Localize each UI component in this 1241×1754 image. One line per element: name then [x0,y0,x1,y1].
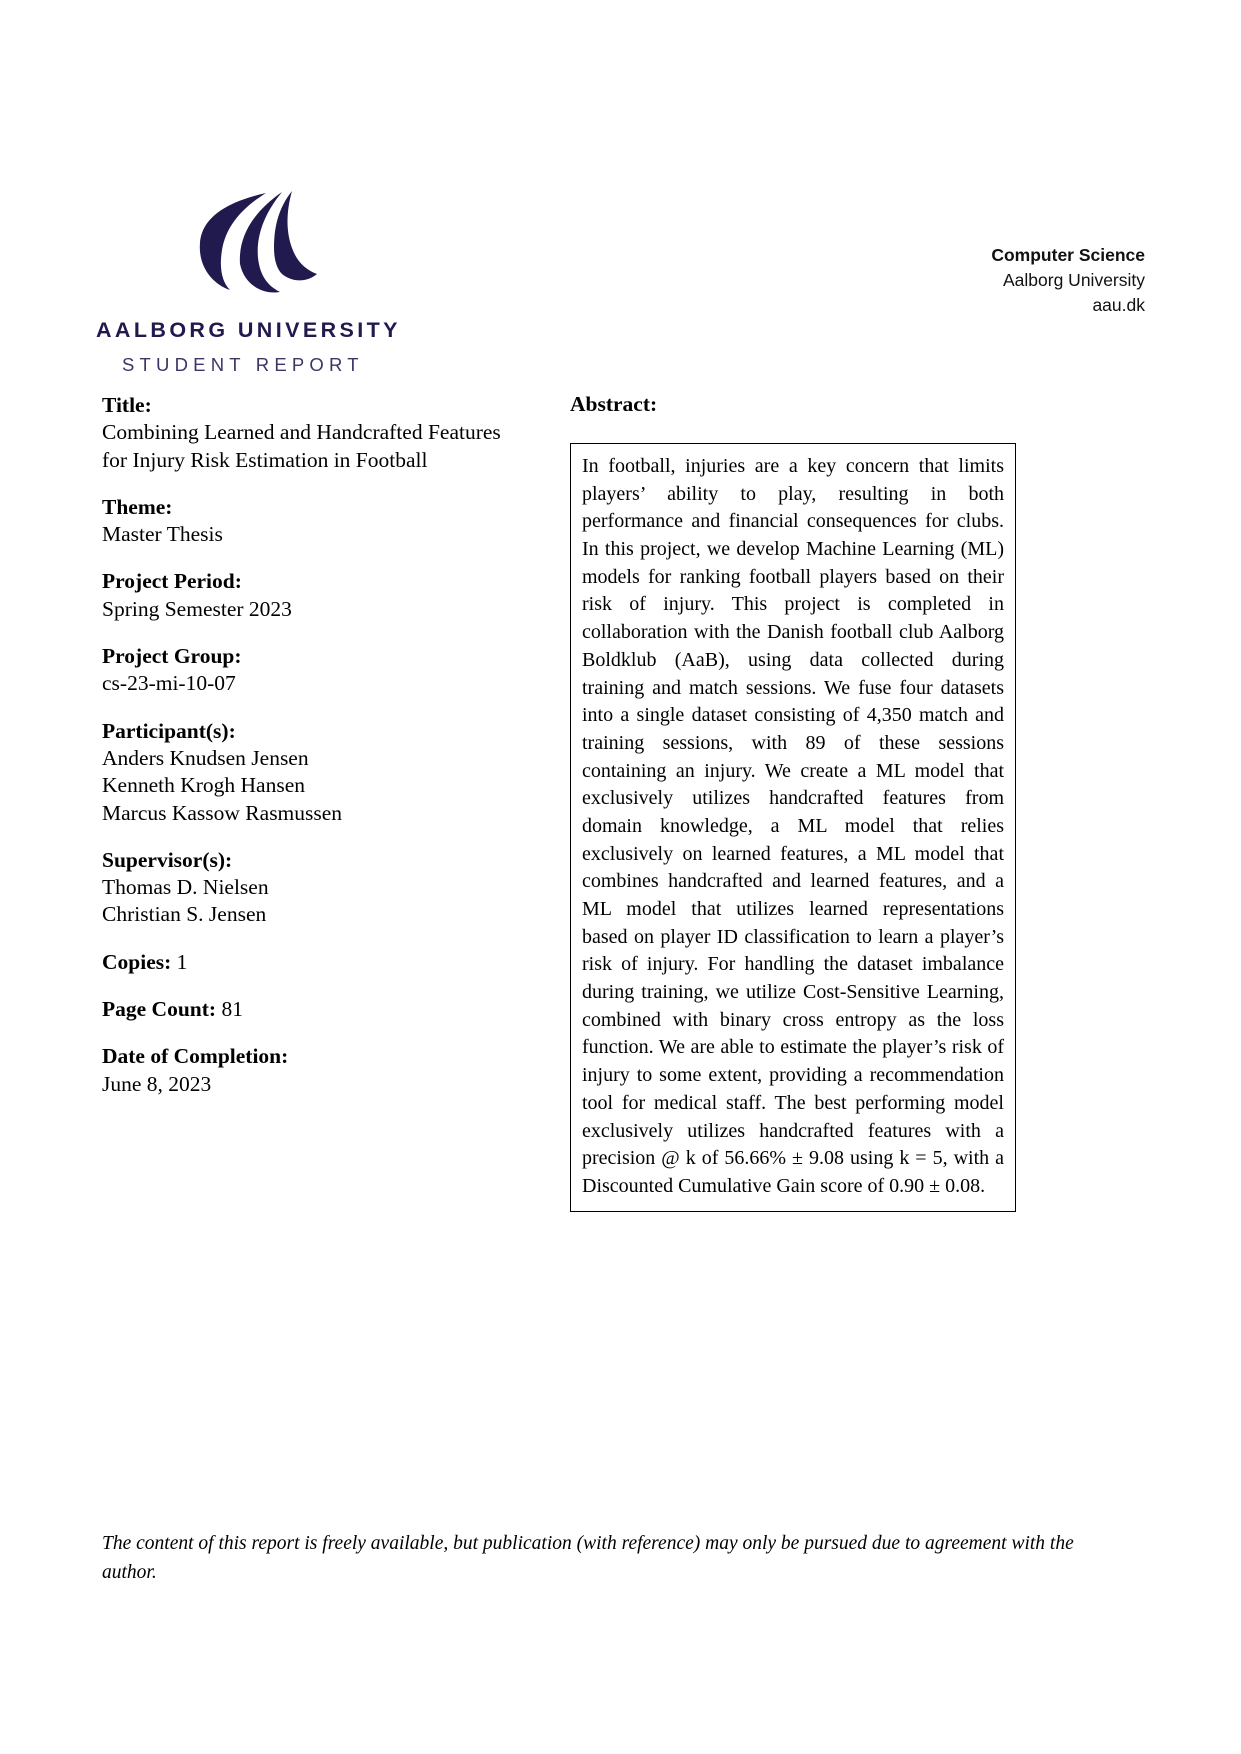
field-title [102,392,562,474]
field-theme [102,494,562,549]
aau-wave-logo-icon [182,190,362,300]
student-report-subtitle: STUDENT REPORT [122,354,364,375]
date-value: June 8, 2023 [102,1071,212,1096]
page-count-value: 81 [221,997,243,1022]
copies-label: Copies: [102,949,172,974]
supervisor-name: Thomas D. Nielsen [102,875,269,900]
field-page-count [102,996,562,1023]
department-university: Aalborg University [1003,269,1145,290]
participant-name: Marcus Kassow Rasmussen [102,800,343,825]
theme-label: Theme: [102,494,173,519]
abstract-column [570,392,1016,1212]
project-period-label: Project Period: [102,569,242,594]
report-metadata-column [102,392,562,1118]
title-label: Title: [102,393,152,417]
title-line-2: for Injury Risk Estimation in Football [102,447,428,472]
project-group-label: Project Group: [102,644,242,669]
participant-name: Kenneth Krogh Hansen [102,773,306,798]
participant-name: Anders Knudsen Jensen [102,745,309,770]
field-project-group [102,643,562,698]
copyright-disclaimer: The content of this report is freely available, but publication (with reference) may only be pursued due to agreement with the author. [102,1533,1074,1583]
participants-label: Participant(s): [102,718,236,743]
department-block [991,243,1145,318]
university-name: AALBORG UNIVERSITY [96,318,401,342]
supervisor-name: Christian S. Jensen [102,902,267,927]
field-project-period [102,568,562,623]
title-line-1: Combining Learned and Handcrafted Features [102,420,501,445]
supervisors-label: Supervisor(s): [102,847,233,872]
university-logo-block [96,190,496,376]
department-name: Computer Science [991,245,1145,265]
date-label: Date of Completion: [102,1044,289,1069]
field-supervisors [102,847,562,929]
abstract-box [570,443,1016,1212]
project-group-value: cs-23-mi-10-07 [102,671,236,696]
copies-value: 1 [176,949,188,974]
field-copies [102,949,562,976]
page-count-label: Page Count: [102,997,217,1022]
field-date-of-completion [102,1043,562,1098]
page-header [0,0,1241,400]
field-participants [102,718,562,827]
theme-value: Master Thesis [102,522,223,547]
project-period-value: Spring Semester 2023 [102,596,292,621]
department-website: aau.dk [1092,294,1145,315]
abstract-text: In football, injuries are a key concern that limits players’ ability to play, resulting in both performance and financial consequences for clubs. In this project, we develop Machine Learning (ML) models for ranking football players based on their risk of injury. This project is completed in collaboration with the Danish football club Aalborg Boldklub (AaB), using data collected during training and match sessions. We fuse four datasets into a single dataset consisting of 4,350 match and training sessions, with 89 of these sessions containing an injury. We create a ML model that exclusively utilizes handcrafted features from domain knowledge, a ML model that relies exclusively on learned features, a ML model that combines handcrafted and learned features, and a ML model that utilizes learned representations based on player ID classification to learn a player’s risk of injury. For handling the dataset imbalance during training, we utilize Cost-Sensitive Learning, combined with binary cross entropy as the loss function. We are able to estimate the player’s risk of injury to some extent, providing a recommendation tool for medical staff. The best performing model exclusively utilizes handcrafted features with a precision @ k of 56.66% ± 9.08 using k = 5, with a Discounted Cumulative Gain score of 0.90 ± 0.08. [582,455,1004,1197]
abstract-label: Abstract: [570,392,658,416]
